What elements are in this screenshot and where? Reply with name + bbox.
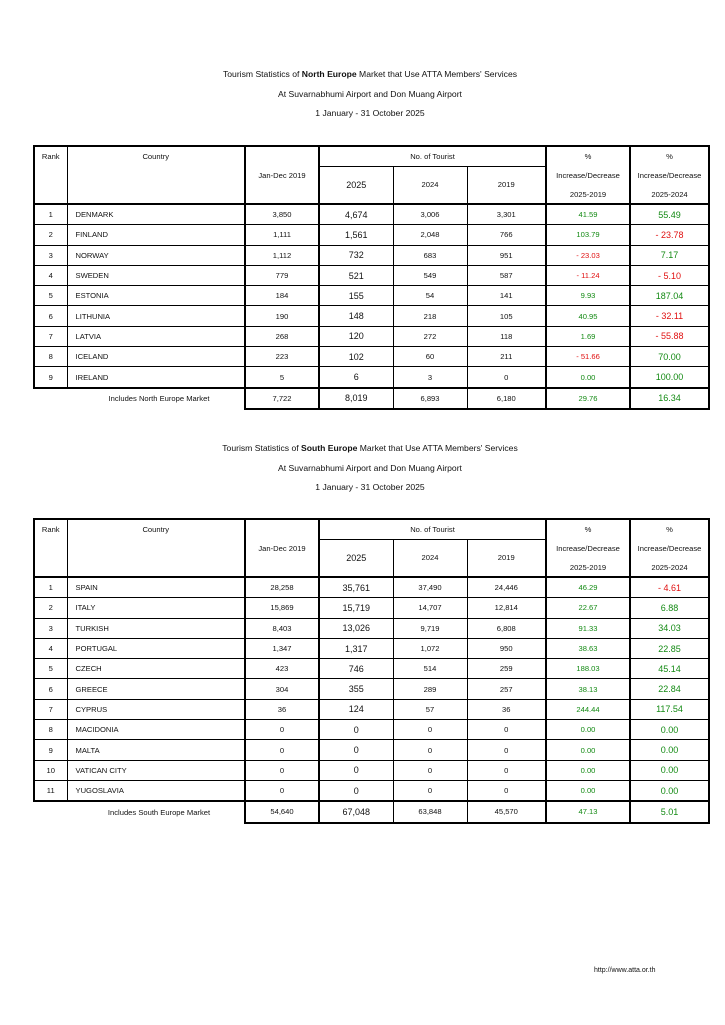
cell-pct-2025-2019: 46.29	[546, 577, 630, 598]
cell-rank: 9	[34, 367, 67, 388]
total-2025: 67,048	[319, 801, 393, 822]
cell-2025: 102	[319, 347, 393, 367]
header-pct-1: %	[546, 519, 630, 539]
cell-2019: 24,446	[467, 577, 546, 598]
cell-pct-2025-2019: 0.00	[546, 760, 630, 780]
cell-country: SPAIN	[67, 577, 245, 598]
cell-2025: 1,561	[319, 225, 393, 245]
cell-rank: 7	[34, 326, 67, 346]
cell-2025: 155	[319, 286, 393, 306]
cell-pct-2025-2024: 6.88	[630, 598, 709, 618]
cell-pct-2025-2019: 0.00	[546, 780, 630, 801]
north-title-prefix: Tourism Statistics of	[222, 69, 302, 79]
cell-pct-2025-2024: 45.14	[630, 659, 709, 679]
cell-pct-2025-2024: 70.00	[630, 347, 709, 367]
cell-pct-2025-2024: - 32.11	[630, 306, 709, 326]
cell-2019: 766	[467, 225, 546, 245]
cell-2019: 257	[467, 679, 546, 699]
cell-2024: 0	[393, 760, 467, 780]
cell-base-year: 304	[245, 679, 319, 699]
cell-2019: 951	[467, 245, 546, 265]
header-rank: Rank	[34, 146, 67, 204]
cell-2024: 0	[393, 740, 467, 760]
cell-pct-2025-2024: - 4.61	[630, 577, 709, 598]
cell-pct-2025-2019: 244.44	[546, 699, 630, 719]
header-incdec-1: Increase/Decrease	[546, 539, 630, 558]
cell-2025: 148	[319, 306, 393, 326]
header-pct-2: %	[630, 146, 709, 166]
cell-2025: 0	[319, 780, 393, 801]
south-title-block	[0, 439, 725, 498]
header-pct-2: %	[630, 519, 709, 539]
cell-2024: 3,006	[393, 204, 467, 225]
cell-country: NORWAY	[67, 245, 245, 265]
cell-2024: 9,719	[393, 618, 467, 638]
cell-2024: 289	[393, 679, 467, 699]
cell-base-year: 0	[245, 740, 319, 760]
cell-pct-2025-2019: 188.03	[546, 659, 630, 679]
cell-country: DENMARK	[67, 204, 245, 225]
total-row	[34, 388, 709, 409]
cell-country: CZECH	[67, 659, 245, 679]
cell-rank: 2	[34, 225, 67, 245]
south-title-suffix: Market that Use ATTA Members' Services	[357, 443, 518, 453]
cell-rank: 1	[34, 577, 67, 598]
cell-country: SWEDEN	[67, 265, 245, 285]
south-period: 1 January - 31 October 2025	[315, 482, 425, 492]
total-2024: 63,848	[393, 801, 467, 822]
table-row	[34, 618, 709, 638]
header-2019: 2019	[467, 539, 546, 577]
cell-pct-2025-2024: - 23.78	[630, 225, 709, 245]
header-period-1: 2025-2019	[546, 185, 630, 204]
cell-pct-2025-2024: 0.00	[630, 780, 709, 801]
cell-pct-2025-2019: 0.00	[546, 740, 630, 760]
cell-2025: 4,674	[319, 204, 393, 225]
table-row	[34, 760, 709, 780]
cell-base-year: 423	[245, 659, 319, 679]
cell-2025: 120	[319, 326, 393, 346]
total-label: Includes North Europe Market	[34, 388, 245, 409]
cell-rank: 9	[34, 740, 67, 760]
cell-2025: 0	[319, 740, 393, 760]
header-incdec-2: Increase/Decrease	[630, 539, 709, 558]
south-title	[0, 439, 725, 459]
table-row	[34, 780, 709, 801]
header-base-year: Jan-Dec 2019	[245, 146, 319, 204]
total-pct-2025-2019: 29.76	[546, 388, 630, 409]
cell-2025: 746	[319, 659, 393, 679]
south-europe-table	[33, 518, 710, 824]
cell-2019: 0	[467, 740, 546, 760]
header-no-of-tourist: No. of Tourist	[319, 519, 546, 539]
cell-2025: 6	[319, 367, 393, 388]
total-pct-2025-2019: 47.13	[546, 801, 630, 822]
cell-pct-2025-2024: 0.00	[630, 720, 709, 740]
table-row	[34, 720, 709, 740]
cell-2019: 0	[467, 760, 546, 780]
cell-2024: 1,072	[393, 638, 467, 658]
cell-2025: 732	[319, 245, 393, 265]
cell-country: CYPRUS	[67, 699, 245, 719]
cell-country: IRELAND	[67, 367, 245, 388]
cell-pct-2025-2024: 7.17	[630, 245, 709, 265]
header-2024: 2024	[393, 539, 467, 577]
header-2025: 2025	[319, 166, 393, 204]
north-airports: At Suvarnabhumi Airport and Don Muang Airport	[278, 88, 462, 99]
north-title	[0, 65, 725, 85]
total-pct-2025-2024: 5.01	[630, 801, 709, 822]
cell-rank: 4	[34, 265, 67, 285]
cell-base-year: 1,112	[245, 245, 319, 265]
north-period: 1 January - 31 October 2025	[315, 108, 425, 118]
cell-2019: 0	[467, 720, 546, 740]
cell-base-year: 223	[245, 347, 319, 367]
table-row	[34, 638, 709, 658]
table-row	[34, 367, 709, 388]
cell-pct-2025-2019: 103.79	[546, 225, 630, 245]
table-row	[34, 306, 709, 326]
header-period-2: 2025-2024	[630, 185, 709, 204]
footer-url[interactable]: http://www.atta.or.th	[594, 967, 656, 974]
cell-country: VATICAN CITY	[67, 760, 245, 780]
cell-country: LITHUNIA	[67, 306, 245, 326]
table-row	[34, 204, 709, 225]
cell-country: LATVIA	[67, 326, 245, 346]
cell-base-year: 28,258	[245, 577, 319, 598]
cell-rank: 10	[34, 760, 67, 780]
cell-2024: 57	[393, 699, 467, 719]
south-airports: At Suvarnabhumi Airport and Don Muang Airport	[278, 462, 462, 473]
header-period-1: 2025-2019	[546, 558, 630, 577]
header-period-2: 2025-2024	[630, 558, 709, 577]
cell-2019: 12,814	[467, 598, 546, 618]
cell-base-year: 268	[245, 326, 319, 346]
cell-2019: 0	[467, 367, 546, 388]
cell-rank: 5	[34, 659, 67, 679]
cell-country: ICELAND	[67, 347, 245, 367]
cell-2019: 259	[467, 659, 546, 679]
cell-2019: 141	[467, 286, 546, 306]
cell-2024: 218	[393, 306, 467, 326]
cell-pct-2025-2024: 0.00	[630, 740, 709, 760]
total-row	[34, 801, 709, 822]
header-no-of-tourist: No. of Tourist	[319, 146, 546, 166]
cell-2024: 514	[393, 659, 467, 679]
cell-base-year: 184	[245, 286, 319, 306]
cell-base-year: 0	[245, 720, 319, 740]
south-title-prefix: Tourism Statistics of	[222, 443, 302, 453]
cell-base-year: 5	[245, 367, 319, 388]
cell-pct-2025-2019: 40.95	[546, 306, 630, 326]
table-row	[34, 577, 709, 598]
cell-pct-2025-2024: 22.85	[630, 638, 709, 658]
cell-pct-2025-2019: 41.59	[546, 204, 630, 225]
cell-2025: 1,317	[319, 638, 393, 658]
cell-2024: 2,048	[393, 225, 467, 245]
north-europe-table	[33, 145, 710, 410]
table-row	[34, 286, 709, 306]
cell-pct-2025-2019: 91.33	[546, 618, 630, 638]
cell-2019: 36	[467, 699, 546, 719]
cell-base-year: 1,347	[245, 638, 319, 658]
south-title-region: South Europe	[301, 443, 358, 453]
cell-rank: 6	[34, 679, 67, 699]
cell-rank: 4	[34, 638, 67, 658]
north-title-suffix: Market that Use ATTA Members' Services	[356, 69, 518, 79]
cell-base-year: 0	[245, 780, 319, 801]
cell-pct-2025-2019: 22.67	[546, 598, 630, 618]
cell-pct-2025-2019: 0.00	[546, 367, 630, 388]
cell-2024: 0	[393, 720, 467, 740]
cell-2025: 0	[319, 720, 393, 740]
table-row	[34, 598, 709, 618]
cell-rank: 5	[34, 286, 67, 306]
total-base-year: 54,640	[245, 801, 319, 822]
cell-pct-2025-2019: - 51.66	[546, 347, 630, 367]
cell-rank: 8	[34, 720, 67, 740]
cell-2025: 124	[319, 699, 393, 719]
cell-rank: 1	[34, 204, 67, 225]
cell-rank: 2	[34, 598, 67, 618]
table-row	[34, 326, 709, 346]
header-pct-1: %	[546, 146, 630, 166]
cell-country: MALTA	[67, 740, 245, 760]
header-country: Country	[67, 146, 245, 204]
cell-2024: 549	[393, 265, 467, 285]
cell-2025: 13,026	[319, 618, 393, 638]
header-incdec-1: Increase/Decrease	[546, 166, 630, 185]
cell-2024: 272	[393, 326, 467, 346]
cell-country: FINLAND	[67, 225, 245, 245]
total-label: Includes South Europe Market	[34, 801, 245, 822]
cell-country: ESTONIA	[67, 286, 245, 306]
header-2025: 2025	[319, 539, 393, 577]
header-incdec-2: Increase/Decrease	[630, 166, 709, 185]
table-row	[34, 699, 709, 719]
cell-pct-2025-2024: 117.54	[630, 699, 709, 719]
cell-2019: 950	[467, 638, 546, 658]
cell-pct-2025-2024: 55.49	[630, 204, 709, 225]
north-title-block	[0, 65, 725, 124]
cell-pct-2025-2024: 34.03	[630, 618, 709, 638]
table-row	[34, 740, 709, 760]
cell-country: YUGOSLAVIA	[67, 780, 245, 801]
cell-pct-2025-2019: 0.00	[546, 720, 630, 740]
total-2019: 45,570	[467, 801, 546, 822]
cell-pct-2025-2019: - 23.03	[546, 245, 630, 265]
cell-pct-2025-2019: 38.13	[546, 679, 630, 699]
cell-country: GREECE	[67, 679, 245, 699]
cell-rank: 6	[34, 306, 67, 326]
cell-2019: 105	[467, 306, 546, 326]
cell-2025: 15,719	[319, 598, 393, 618]
total-pct-2025-2024: 16.34	[630, 388, 709, 409]
cell-2024: 60	[393, 347, 467, 367]
cell-pct-2025-2019: 9.93	[546, 286, 630, 306]
total-2024: 6,893	[393, 388, 467, 409]
cell-pct-2025-2024: - 55.88	[630, 326, 709, 346]
cell-country: PORTUGAL	[67, 638, 245, 658]
table-row	[34, 347, 709, 367]
cell-base-year: 8,403	[245, 618, 319, 638]
table-row	[34, 659, 709, 679]
cell-2024: 37,490	[393, 577, 467, 598]
table-row	[34, 265, 709, 285]
cell-base-year: 0	[245, 760, 319, 780]
cell-2025: 35,761	[319, 577, 393, 598]
header-2024: 2024	[393, 166, 467, 204]
header-base-year: Jan-Dec 2019	[245, 519, 319, 577]
cell-2024: 0	[393, 780, 467, 801]
cell-pct-2025-2019: 38.63	[546, 638, 630, 658]
total-2025: 8,019	[319, 388, 393, 409]
cell-rank: 11	[34, 780, 67, 801]
cell-pct-2025-2024: 22.84	[630, 679, 709, 699]
cell-2019: 3,301	[467, 204, 546, 225]
cell-country: TURKISH	[67, 618, 245, 638]
cell-2025: 521	[319, 265, 393, 285]
header-rank: Rank	[34, 519, 67, 577]
cell-2024: 14,707	[393, 598, 467, 618]
cell-2019: 6,808	[467, 618, 546, 638]
cell-pct-2025-2024: 0.00	[630, 760, 709, 780]
cell-2025: 355	[319, 679, 393, 699]
cell-2019: 118	[467, 326, 546, 346]
cell-2025: 0	[319, 760, 393, 780]
cell-2019: 211	[467, 347, 546, 367]
cell-2024: 683	[393, 245, 467, 265]
cell-pct-2025-2024: 100.00	[630, 367, 709, 388]
total-base-year: 7,722	[245, 388, 319, 409]
cell-country: MACIDONIA	[67, 720, 245, 740]
north-title-region: North Europe	[301, 69, 357, 79]
table-row	[34, 679, 709, 699]
cell-base-year: 15,869	[245, 598, 319, 618]
header-2019: 2019	[467, 166, 546, 204]
cell-2019: 0	[467, 780, 546, 801]
cell-2019: 587	[467, 265, 546, 285]
cell-rank: 7	[34, 699, 67, 719]
cell-pct-2025-2019: 1.69	[546, 326, 630, 346]
table-row	[34, 245, 709, 265]
cell-2024: 3	[393, 367, 467, 388]
cell-base-year: 1,111	[245, 225, 319, 245]
cell-rank: 8	[34, 347, 67, 367]
cell-pct-2025-2024: - 5.10	[630, 265, 709, 285]
cell-base-year: 779	[245, 265, 319, 285]
cell-base-year: 3,850	[245, 204, 319, 225]
cell-base-year: 190	[245, 306, 319, 326]
total-2019: 6,180	[467, 388, 546, 409]
table-row	[34, 225, 709, 245]
cell-country: ITALY	[67, 598, 245, 618]
cell-pct-2025-2019: - 11.24	[546, 265, 630, 285]
cell-2024: 54	[393, 286, 467, 306]
cell-pct-2025-2024: 187.04	[630, 286, 709, 306]
cell-rank: 3	[34, 618, 67, 638]
cell-rank: 3	[34, 245, 67, 265]
header-country: Country	[67, 519, 245, 577]
cell-base-year: 36	[245, 699, 319, 719]
